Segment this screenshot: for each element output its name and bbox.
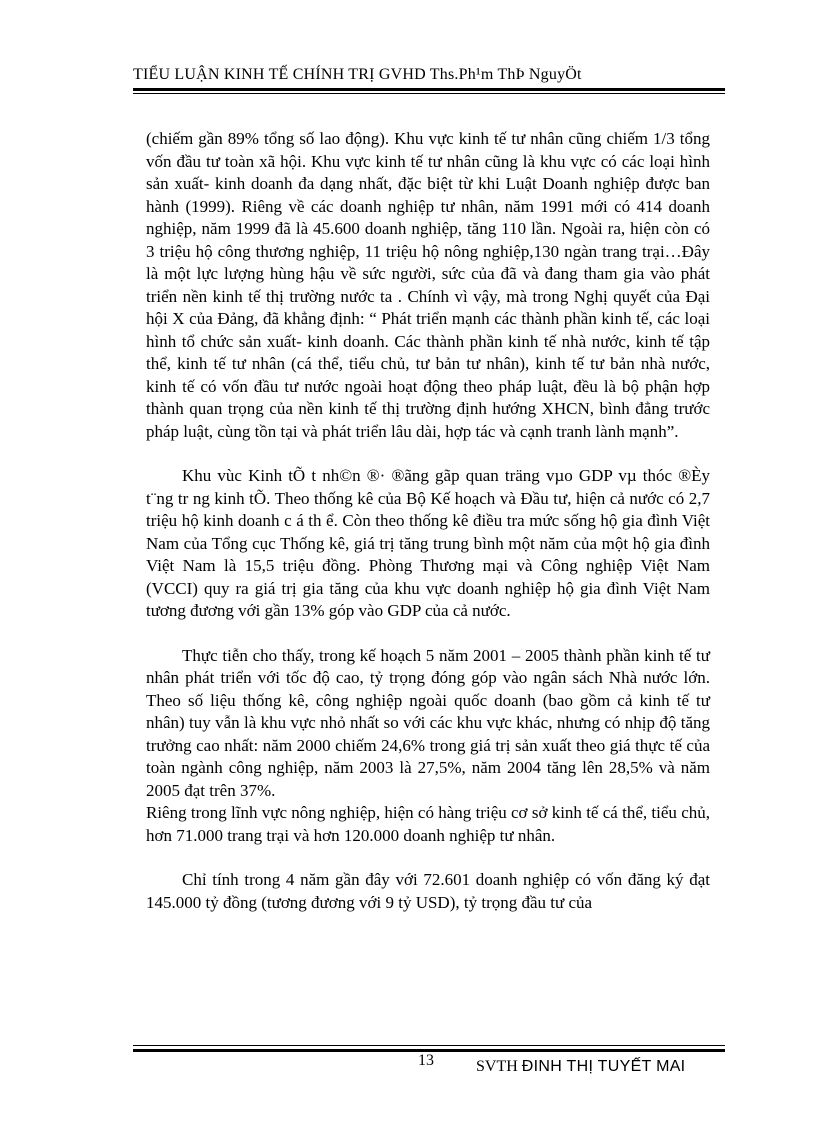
page-number: 13 xyxy=(418,1052,434,1069)
footer-author xyxy=(476,1058,685,1076)
paragraph-5: Chỉ tính trong 4 năm gần đây với 72.601 doanh nghiệp có vốn đăng ký đạt 145.000 tỷ đồng (tương đương với 9 tỷ USD), tỷ trọng đầu tư của xyxy=(146,870,710,912)
document-body xyxy=(146,128,710,936)
paragraph-4: Riêng trong lĩnh vực nông nghiệp, hiện có hàng triệu cơ sở kinh tế cá thể, tiểu chủ, hơn 71.000 trang trại và hơn 120.000 doanh nghiệp tư nhân. xyxy=(146,803,710,845)
author-prefix: SVTH xyxy=(476,1058,518,1075)
header-rule-thick xyxy=(133,88,725,91)
paragraph-2: Khu vùc Kinh tÕ t nh©n ®· ®ãng gãp quan träng vµo GDP vµ thóc ®Èy t¨ng tr ng kinh tÕ. Theo thống kê của Bộ Kế hoạch và Đầu tư, hiện cả nước có 2,7 triệu hộ kinh doanh c á th ể. Còn theo thống kê điều tra mức sống hộ gia đình Việt Nam của Tổng cục Thống kê, giá trị tăng trung bình một năm của một hộ gia đình Việt Nam là 15,5 triệu đồng. Phòng Thương mại và Công nghiệp Việt Nam (VCCI) quy ra giá trị gia tăng của khu vực doanh nghiệp hộ gia đình Việt Nam tương đương với gần 13% góp vào GDP của cả nước. xyxy=(146,466,710,620)
paragraph-1: (chiếm gần 89% tổng số lao động). Khu vực kinh tế tư nhân cũng chiếm 1/3 tổng vốn đầu tư toàn xã hội. Khu vực kinh tế tư nhân cũng là khu vực có các loại hình sản xuất- kinh doanh đa dạng nhất, đặc biệt từ khi Luật Doanh nghiệp được ban hành (1999). Riêng về các doanh nghiệp tư nhân, năm 1991 mới có 414 doanh nghiệp, năm 1999 đã là 45.600 doanh nghiệp, tăng 110 lần. Ngoài ra, hiện còn có 3 triệu hộ công thương nghiệp, 11 triệu hộ nông nghiệp,130 ngàn trang trại…Đây là một lực lượng hùng hậu về sức người, sức của đã và đang tham gia vào phát triển nền kinh tế thị trường nước ta . Chính vì vậy, mà trong Nghị quyết của Đại hội X của Đảng, đã khẳng định: “ Phát triển mạnh các thành phần kinh tế, các loại hình tổ chức sản xuất- kinh doanh. Các thành phần kinh tế nhà nước, kinh tế tập thể, kinh tế tư nhân (cá thể, tiểu chủ, tư bản tư nhân), kinh tế tư bản nhà nước, kinh tế có vốn đầu tư nước ngoài hoạt động theo pháp luật, đều là bộ phận hợp thành quan trọng của nền kinh tế thị trường định hướng XHCN, bình đẳng trước pháp luật, cùng tồn tại và phát triển lâu dài, hợp tác và cạnh tranh lành mạnh”. xyxy=(146,129,710,441)
header-rule-thin xyxy=(133,93,725,94)
footer-rule-thin xyxy=(133,1045,725,1046)
paragraph-3: Thực tiễn cho thấy, trong kế hoạch 5 năm 2001 – 2005 thành phần kinh tế tư nhân phát triển với tốc độ cao, tỷ trọng đóng góp vào ngân sách Nhà nước lớn. Theo số liệu thống kê, công nghiệp ngoài quốc doanh (bao gồm cả kinh tế tư nhân) tuy vẫn là khu vực nhỏ nhất so với các khu vực khác, nhưng có nhịp độ tăng trưởng cao nhất: năm 2000 chiếm 24,6% trong giá trị sản xuất theo giá thực tế của toàn ngành công nghiệp, năm 2003 là 27,5%, năm 2004 tăng lên 28,5% và năm 2005 đạt trên 37%. xyxy=(146,645,710,800)
page-header: TIỂU LUẬN KINH TẾ CHÍNH TRỊ GVHD Ths.Ph¹m ThÞ NguyÖt xyxy=(133,66,582,83)
author-name: ĐINH THỊ TUYẾT MAI xyxy=(521,1058,686,1075)
